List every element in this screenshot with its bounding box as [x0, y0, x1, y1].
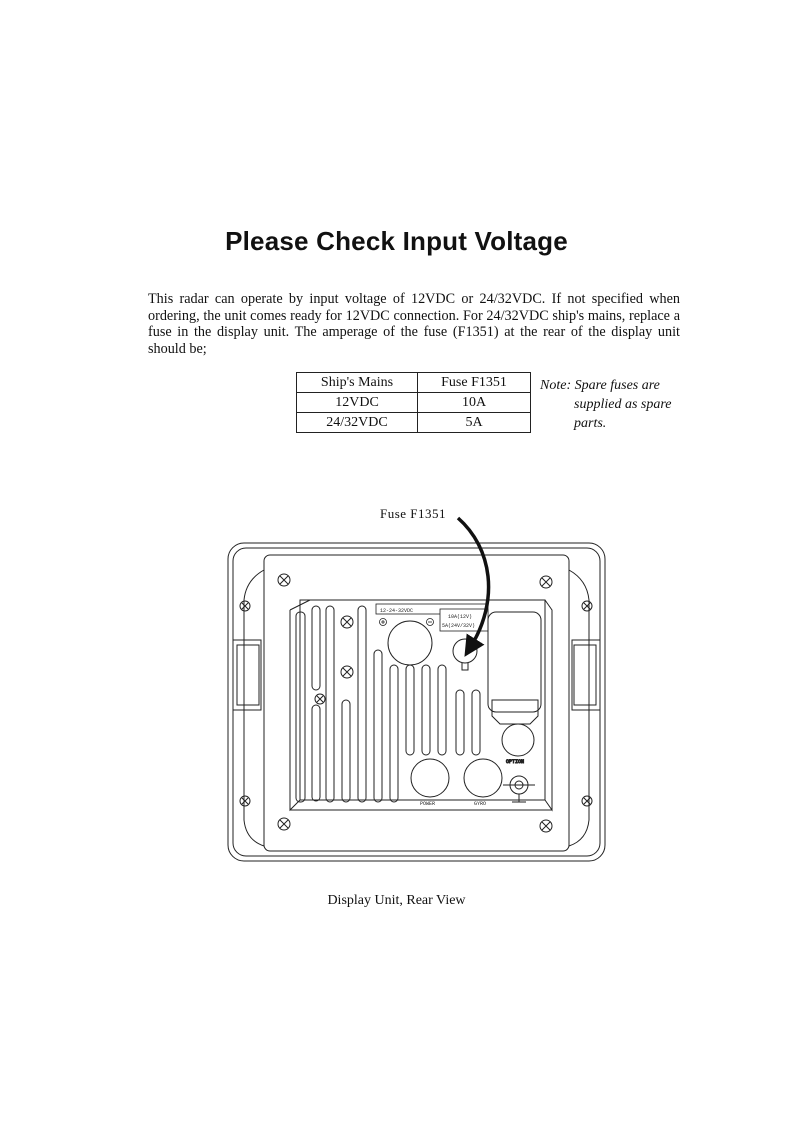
table-header-mains: Ship's Mains	[297, 373, 418, 393]
table-cell: 5A	[418, 413, 531, 433]
minus-terminal-icon	[427, 619, 434, 626]
diagram-caption: Display Unit, Rear View	[327, 893, 466, 908]
screw-icon	[582, 601, 592, 611]
screw-icon	[341, 666, 353, 678]
note-line-1: Spare fuses are	[574, 378, 660, 393]
gyro-port	[464, 759, 502, 797]
screw-icon	[540, 576, 552, 588]
note-prefix: Note:	[540, 378, 572, 393]
connectors	[388, 621, 502, 797]
power-port-label: POWER	[420, 801, 436, 807]
screw-icon	[240, 601, 250, 611]
power-port	[411, 759, 449, 797]
gyro-port-label: GYRO	[474, 801, 487, 807]
screw-icon	[278, 574, 290, 586]
table-cell: 10A	[418, 393, 531, 413]
plus-terminal-icon	[380, 619, 387, 626]
option-module	[488, 612, 541, 802]
table-cell: 24/32VDC	[297, 413, 418, 433]
fuse-callout-label: Fuse F1351	[380, 506, 447, 521]
screw-icon	[341, 616, 353, 628]
power-label-panel	[376, 604, 488, 631]
power-connector	[388, 621, 432, 665]
intro-paragraph: This radar can operate by input voltage of 12VDC or 24/32VDC. If not specified when ordering, the unit comes ready for 12VDC connection. For 24/32VDC ship's mains, replace a fuse in the display unit. The amperage of the fuse (F1351) at the rear of the display unit should be;	[148, 291, 680, 357]
option-label: OPTION	[506, 759, 525, 765]
screw-icon	[278, 818, 290, 830]
fuse-spec-24v: 5A(24V/32V)	[442, 623, 476, 629]
screw-icon	[315, 694, 325, 704]
note-line-3: parts.	[574, 416, 607, 431]
note-line-2: supplied as spare	[574, 397, 672, 412]
table-header-fuse: Fuse F1351	[418, 373, 531, 393]
screw-icon	[240, 796, 250, 806]
screw-icons	[240, 574, 592, 832]
vent-slots	[296, 606, 480, 802]
table-cell: 12VDC	[297, 393, 418, 413]
screw-icon	[540, 820, 552, 832]
screw-icon	[582, 796, 592, 806]
page-title: Please Check Input Voltage	[225, 226, 568, 256]
voltage-label: 12-24-32VDC	[380, 608, 414, 614]
fuse-spec-12v: 10A(12V)	[448, 614, 473, 620]
housing-outline	[228, 543, 605, 861]
